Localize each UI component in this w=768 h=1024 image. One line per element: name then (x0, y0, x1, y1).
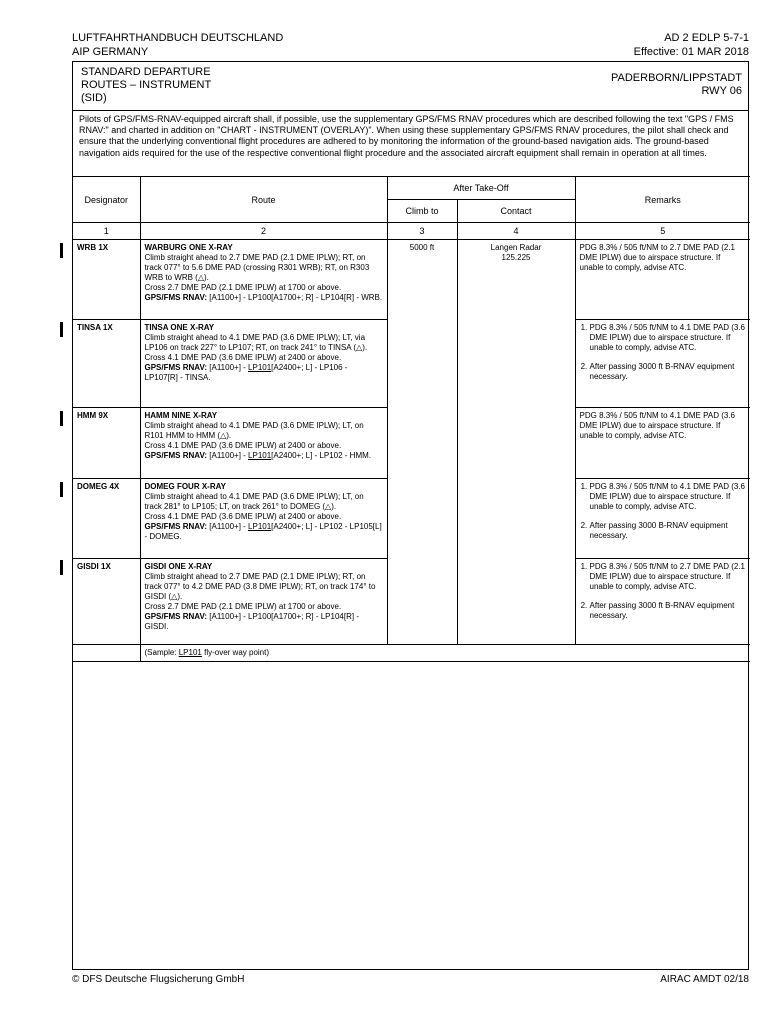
remark-item: 1. PDG 8.3% / 505 ft/NM to 2.7 DME PAD (2.1 DME IPLW) due to airspace structure. If unable to comply, advise ATC. (590, 562, 747, 592)
rnav-sequence: [A1100+] - (207, 363, 249, 372)
title-line-1: STANDARD DEPARTURE (81, 66, 211, 78)
remark-item: 2. After passing 3000 ft B-RNAV equipment necessary. (590, 601, 747, 621)
rnav-label: GPS/FMS RNAV: (144, 451, 208, 460)
rnav-sequence: [A1100+] - (207, 522, 249, 531)
rnav-sequence: [A1100+] - LP100[A1700+; R] - LP104[R] - WRB. (207, 293, 383, 302)
climb-to-cell: 5000 ft (387, 240, 457, 645)
designator-cell: GISDI 1X (73, 559, 140, 645)
airport-block (611, 72, 742, 98)
title-line-3: (SID) (81, 92, 107, 104)
airport-name: PADERBORN/LIPPSTADT (610, 72, 742, 84)
publication-title: LUFTFAHRTHANDBUCH DEUTSCHLAND (72, 32, 284, 44)
header-remarks: Remarks (575, 177, 750, 223)
column-number-row (73, 223, 750, 240)
column-number: 4 (457, 223, 575, 240)
sample-note-row (73, 645, 750, 662)
column-number: 1 (73, 223, 140, 240)
header-route: Route (140, 177, 387, 223)
rnav-label: GPS/FMS RNAV: (144, 612, 208, 621)
remarks-cell: PDG 8.3% / 505 ft/NM to 4.1 DME PAD (3.6 DME IPLW) due to airspace structure. If unable to comply, advise ATC. (575, 408, 750, 479)
change-bar (60, 482, 63, 497)
sid-table (73, 176, 750, 662)
page-reference: AD 2 EDLP 5-7-1 (664, 32, 749, 44)
page-header-left (72, 31, 283, 59)
flyover-waypoint: LP101 (248, 363, 272, 372)
change-bar (60, 322, 63, 337)
rnav-label: GPS/FMS RNAV: (144, 522, 208, 531)
route-description: Climb straight ahead to 2.7 DME PAD (2.1 DME IPLW); RT, on track 077° to 5.6 DME PAD (crossing R301 WRB); RT, on R303 WRB to WRB (△). (144, 253, 370, 282)
title-line-2: ROUTES – INSTRUMENT (81, 79, 212, 91)
route-cell (140, 320, 387, 408)
header-climb-to: Climb to (387, 200, 457, 223)
route-cell (140, 479, 387, 559)
rnav-sequence-end: [A2400+; L] - LP102 - LP105[L] - DOMEG. (144, 522, 382, 541)
copyright-footer: © DFS Deutsche Flugsicherung GmbH (72, 974, 245, 985)
sample-suffix: fly-over way point) (201, 648, 270, 657)
effective-date: Effective: 01 MAR 2018 (633, 46, 749, 58)
header-contact: Contact (457, 200, 575, 223)
rnav-text (145, 363, 383, 383)
sample-waypoint: LP101 (178, 648, 202, 657)
runway-label: RWY 06 (701, 85, 742, 97)
remark-item: 1. PDG 8.3% / 505 ft/NM to 4.1 DME PAD (3.6 DME IPLW) due to airspace structure. If unable to comply, advise ATC. (590, 323, 747, 353)
route-description: Climb straight ahead to 4.1 DME PAD (3.6 DME IPLW); LT, on R101 HMM to HMM (△). (144, 421, 364, 440)
rnav-label: GPS/FMS RNAV: (144, 363, 208, 372)
route-cell (140, 240, 387, 320)
rnav-text (145, 451, 383, 461)
route-description: Climb straight ahead to 2.7 DME PAD (2.1 DME IPLW); RT, on track 077° to 4.2 DME PAD (3.8 DME IPLW); RT, on track 174° to GISDI (△). (144, 572, 376, 601)
remark-item: 1. PDG 8.3% / 505 ft/NM to 4.1 DME PAD (3.6 DME IPLW) due to airspace structure. If unable to comply, advise ATC. (590, 482, 747, 512)
change-bar (60, 560, 63, 575)
designator-cell: DOMEG 4X (73, 479, 140, 559)
amendment-footer: AIRAC AMDT 02/18 (660, 974, 749, 985)
route-name: TINSA ONE X-RAY (144, 323, 215, 332)
header-after-takeoff: After Take-Off (387, 177, 575, 200)
route-cell (140, 559, 387, 645)
remarks-cell (575, 559, 750, 645)
flyover-waypoint: LP101 (248, 451, 272, 460)
designator-cell: WRB 1X (73, 240, 140, 320)
route-description: Climb straight ahead to 4.1 DME PAD (3.6 DME IPLW); LT, on track 281° to LP105; LT, on track 261° to DOMEG (△). (144, 492, 364, 511)
route-crossing: Cross 2.7 DME PAD (2.1 DME IPLW) at 1700 or above. (144, 602, 342, 611)
remarks-cell: PDG 8.3% / 505 ft/NM to 2.7 DME PAD (2.1 DME IPLW) due to airspace structure. If unable to comply, advise ATC. (575, 240, 750, 320)
remarks-cell (575, 320, 750, 408)
rnav-text (145, 522, 383, 542)
column-number: 2 (140, 223, 387, 240)
document-title (81, 66, 211, 105)
route-crossing: Cross 4.1 DME PAD (3.6 DME IPLW) at 2400 or above. (144, 441, 342, 450)
change-bar (60, 243, 63, 258)
page-header-right (634, 31, 749, 59)
designator-cell: TINSA 1X (73, 320, 140, 408)
route-crossing: Cross 4.1 DME PAD (3.6 DME IPLW) at 2400 or above. (144, 353, 342, 362)
route-name: WARBURG ONE X-RAY (144, 243, 233, 252)
header-designator: Designator (73, 177, 140, 223)
column-number: 3 (387, 223, 457, 240)
rnav-sequence-end: [A2400+; L] - LP102 - HMM. (271, 451, 371, 460)
intro-paragraph: Pilots of GPS/FMS-RNAV-equipped aircraft shall, if possible, use the supplementary GPS/FMS RNAV procedures which are described following the text "GPS / FMS RNAV:" and charted in addition on "CHART - INSTRUMENT (OVERLAY)". When using these supplementary GPS/FMS RNAV procedures, the pilot shall check and ensure that the underlying conventional flight procedures are adhered to by monitoring the information of the ground-based navigation aids. The ground-based navigation aids required for the use of the respective conventional flight procedure and the associated aircraft equipment shall remain in operation at all times. (73, 110, 748, 162)
rnav-sequence: [A1100+] - LP100[A1700+; R] - LP104[R] - GISDI. (144, 612, 359, 631)
route-crossing: Cross 4.1 DME PAD (3.6 DME IPLW) at 2400 or above. (144, 512, 342, 521)
flyover-waypoint: LP101 (248, 522, 272, 531)
contact-unit: Langen Radar (490, 243, 542, 252)
designator-cell: HMM 9X (73, 408, 140, 479)
contact-frequency: 125.225 (501, 253, 531, 262)
contact-cell (457, 240, 575, 645)
route-description: Climb straight ahead to 4.1 DME PAD (3.6 DME IPLW); LT, via LP106 on track 227° to LP107; RT, on track 241° to TINSA (△). (144, 333, 368, 352)
rnav-sequence: [A1100+] - (207, 451, 249, 460)
table-row (73, 240, 750, 320)
column-number: 5 (575, 223, 750, 240)
sample-note (140, 645, 750, 662)
remark-item: 2. After passing 3000 B-RNAV equipment necessary. (590, 521, 747, 541)
route-name: GISDI ONE X-RAY (144, 562, 213, 571)
rnav-label: GPS/FMS RNAV: (144, 293, 208, 302)
route-name: HAMM NINE X-RAY (144, 411, 218, 420)
remarks-cell (575, 479, 750, 559)
rnav-sequence-end: [A2400+; L] - LP106 - LP107[R] - TINSA. (144, 363, 348, 382)
sample-prefix: (Sample: (144, 648, 179, 657)
rnav-text (145, 293, 383, 303)
rnav-text (145, 612, 383, 632)
publication-subtitle: AIP GERMANY (72, 46, 149, 58)
route-crossing: Cross 2.7 DME PAD (2.1 DME IPLW) at 1700 or above. (144, 283, 342, 292)
change-bar (60, 411, 63, 426)
remark-item: 2. After passing 3000 ft B-RNAV equipment necessary. (590, 362, 747, 382)
route-name: DOMEG FOUR X-RAY (144, 482, 226, 491)
route-cell (140, 408, 387, 479)
sid-frame (72, 61, 749, 970)
